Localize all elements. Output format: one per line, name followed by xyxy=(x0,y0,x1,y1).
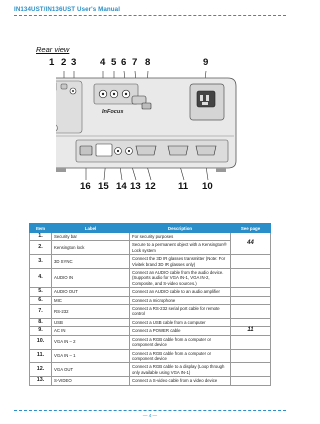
row-description: Connect a RGB cable to a display (Loop through only available using VGA IN-1) xyxy=(130,363,231,377)
row-see-page xyxy=(231,296,271,304)
callout-2: 2 xyxy=(61,57,67,68)
row-item: 6. xyxy=(30,296,52,304)
callout-6: 6 xyxy=(121,57,127,68)
section-title: Rear view xyxy=(36,45,70,54)
row-see-page xyxy=(231,269,271,288)
row-label: VGA OUT xyxy=(52,363,130,377)
callout-15: 15 xyxy=(98,181,109,192)
rear-view-diagram xyxy=(49,56,246,218)
column-header-see-page: See page xyxy=(231,224,271,233)
table-row xyxy=(30,255,271,269)
row-item: 7. xyxy=(30,305,52,319)
projector-rear-illustration xyxy=(56,56,246,218)
row-label: AC IN xyxy=(52,327,130,335)
callout-11: 11 xyxy=(178,181,189,192)
callout-8: 8 xyxy=(145,57,151,68)
callout-10: 10 xyxy=(202,181,213,192)
row-see-page xyxy=(231,305,271,319)
row-see-page xyxy=(231,349,271,363)
row-item: 1. xyxy=(30,233,52,241)
table-row xyxy=(30,288,271,296)
callout-13: 13 xyxy=(130,181,141,192)
header-divider xyxy=(14,15,286,16)
table-row xyxy=(30,335,271,349)
row-item: 4. xyxy=(30,269,52,288)
row-see-page xyxy=(231,288,271,296)
row-label: MIC xyxy=(52,296,130,304)
row-label: Security bar xyxy=(52,233,130,241)
row-see-page xyxy=(231,335,271,349)
column-header-item: Item xyxy=(30,224,52,233)
footer-divider xyxy=(14,410,286,411)
callout-16: 16 xyxy=(80,181,91,192)
row-description: Connect a RGB cable from a computer or component device xyxy=(130,349,231,363)
connector-spec-table xyxy=(29,223,271,386)
row-item: 13. xyxy=(30,377,52,385)
table-row xyxy=(30,363,271,377)
row-description: Connect a microphone xyxy=(130,296,231,304)
column-header-label: Label xyxy=(52,224,130,233)
row-label: USB xyxy=(52,318,130,326)
row-see-page xyxy=(231,377,271,385)
row-description: For security purposes xyxy=(130,233,231,241)
row-see-page xyxy=(231,318,271,326)
row-see-page: 11 xyxy=(231,327,271,335)
row-label: VGA IN – 2 xyxy=(52,335,130,349)
row-see-page xyxy=(231,255,271,269)
table-row xyxy=(30,296,271,304)
callout-12: 12 xyxy=(145,181,156,192)
row-description: Connect a USB cable from a computer xyxy=(130,318,231,326)
row-description: Connect a S-video cable from a video device xyxy=(130,377,231,385)
row-label: AUDIO OUT xyxy=(52,288,130,296)
callout-7: 7 xyxy=(132,57,138,68)
table-row xyxy=(30,305,271,319)
table-row xyxy=(30,377,271,385)
row-see-page: 44 xyxy=(231,233,271,255)
row-item: 5. xyxy=(30,288,52,296)
row-description: Connect a POWER cable xyxy=(130,327,231,335)
callout-9: 9 xyxy=(203,57,209,68)
row-description: Connect a RGB cable from a computer or component device xyxy=(130,335,231,349)
row-item: 8. xyxy=(30,318,52,326)
row-label: Kensington lock xyxy=(52,241,130,255)
table-row xyxy=(30,233,271,241)
table-row xyxy=(30,318,271,326)
table-header-row xyxy=(30,224,271,233)
row-item: 12. xyxy=(30,363,52,377)
row-item: 10. xyxy=(30,335,52,349)
callout-14: 14 xyxy=(116,181,127,192)
row-label: AUDIO IN xyxy=(52,269,130,288)
row-description: Secure to a permanent object with a Kensington® Lock system xyxy=(130,241,231,255)
callout-5: 5 xyxy=(111,57,117,68)
brand-logo: InFocus xyxy=(102,109,124,115)
page-number: — 4 — xyxy=(142,413,158,418)
row-description: Connect the 3D IR glasses transmitter (Note: For Vivitek brand 3D IR glasses only) xyxy=(130,255,231,269)
table-row xyxy=(30,269,271,288)
row-label: VGA IN – 1 xyxy=(52,349,130,363)
row-description: Connect an AUDIO cable to an audio amplifier xyxy=(130,288,231,296)
manual-header-title: IN134UST/IN136UST User's Manual xyxy=(14,6,121,13)
column-header-description: Description xyxy=(130,224,231,233)
row-label: RS-232 xyxy=(52,305,130,319)
row-item: 2. xyxy=(30,241,52,255)
row-item: 11. xyxy=(30,349,52,363)
row-see-page xyxy=(231,363,271,377)
table-row xyxy=(30,349,271,363)
row-description: Connect an AUDIO cable from the audio device. (Supports audio for VGA IN-1, VGA IN-2, Composite, and S-video sources.) xyxy=(130,269,231,288)
callout-4: 4 xyxy=(100,57,106,68)
row-item: 3. xyxy=(30,255,52,269)
callout-1: 1 xyxy=(49,57,55,68)
callout-3: 3 xyxy=(71,57,77,68)
row-description: Connect a RS-232 serial port cable for remote control xyxy=(130,305,231,319)
table-row xyxy=(30,327,271,335)
row-item: 9. xyxy=(30,327,52,335)
row-label: 3D SYNC xyxy=(52,255,130,269)
row-label: S-VIDEO xyxy=(52,377,130,385)
